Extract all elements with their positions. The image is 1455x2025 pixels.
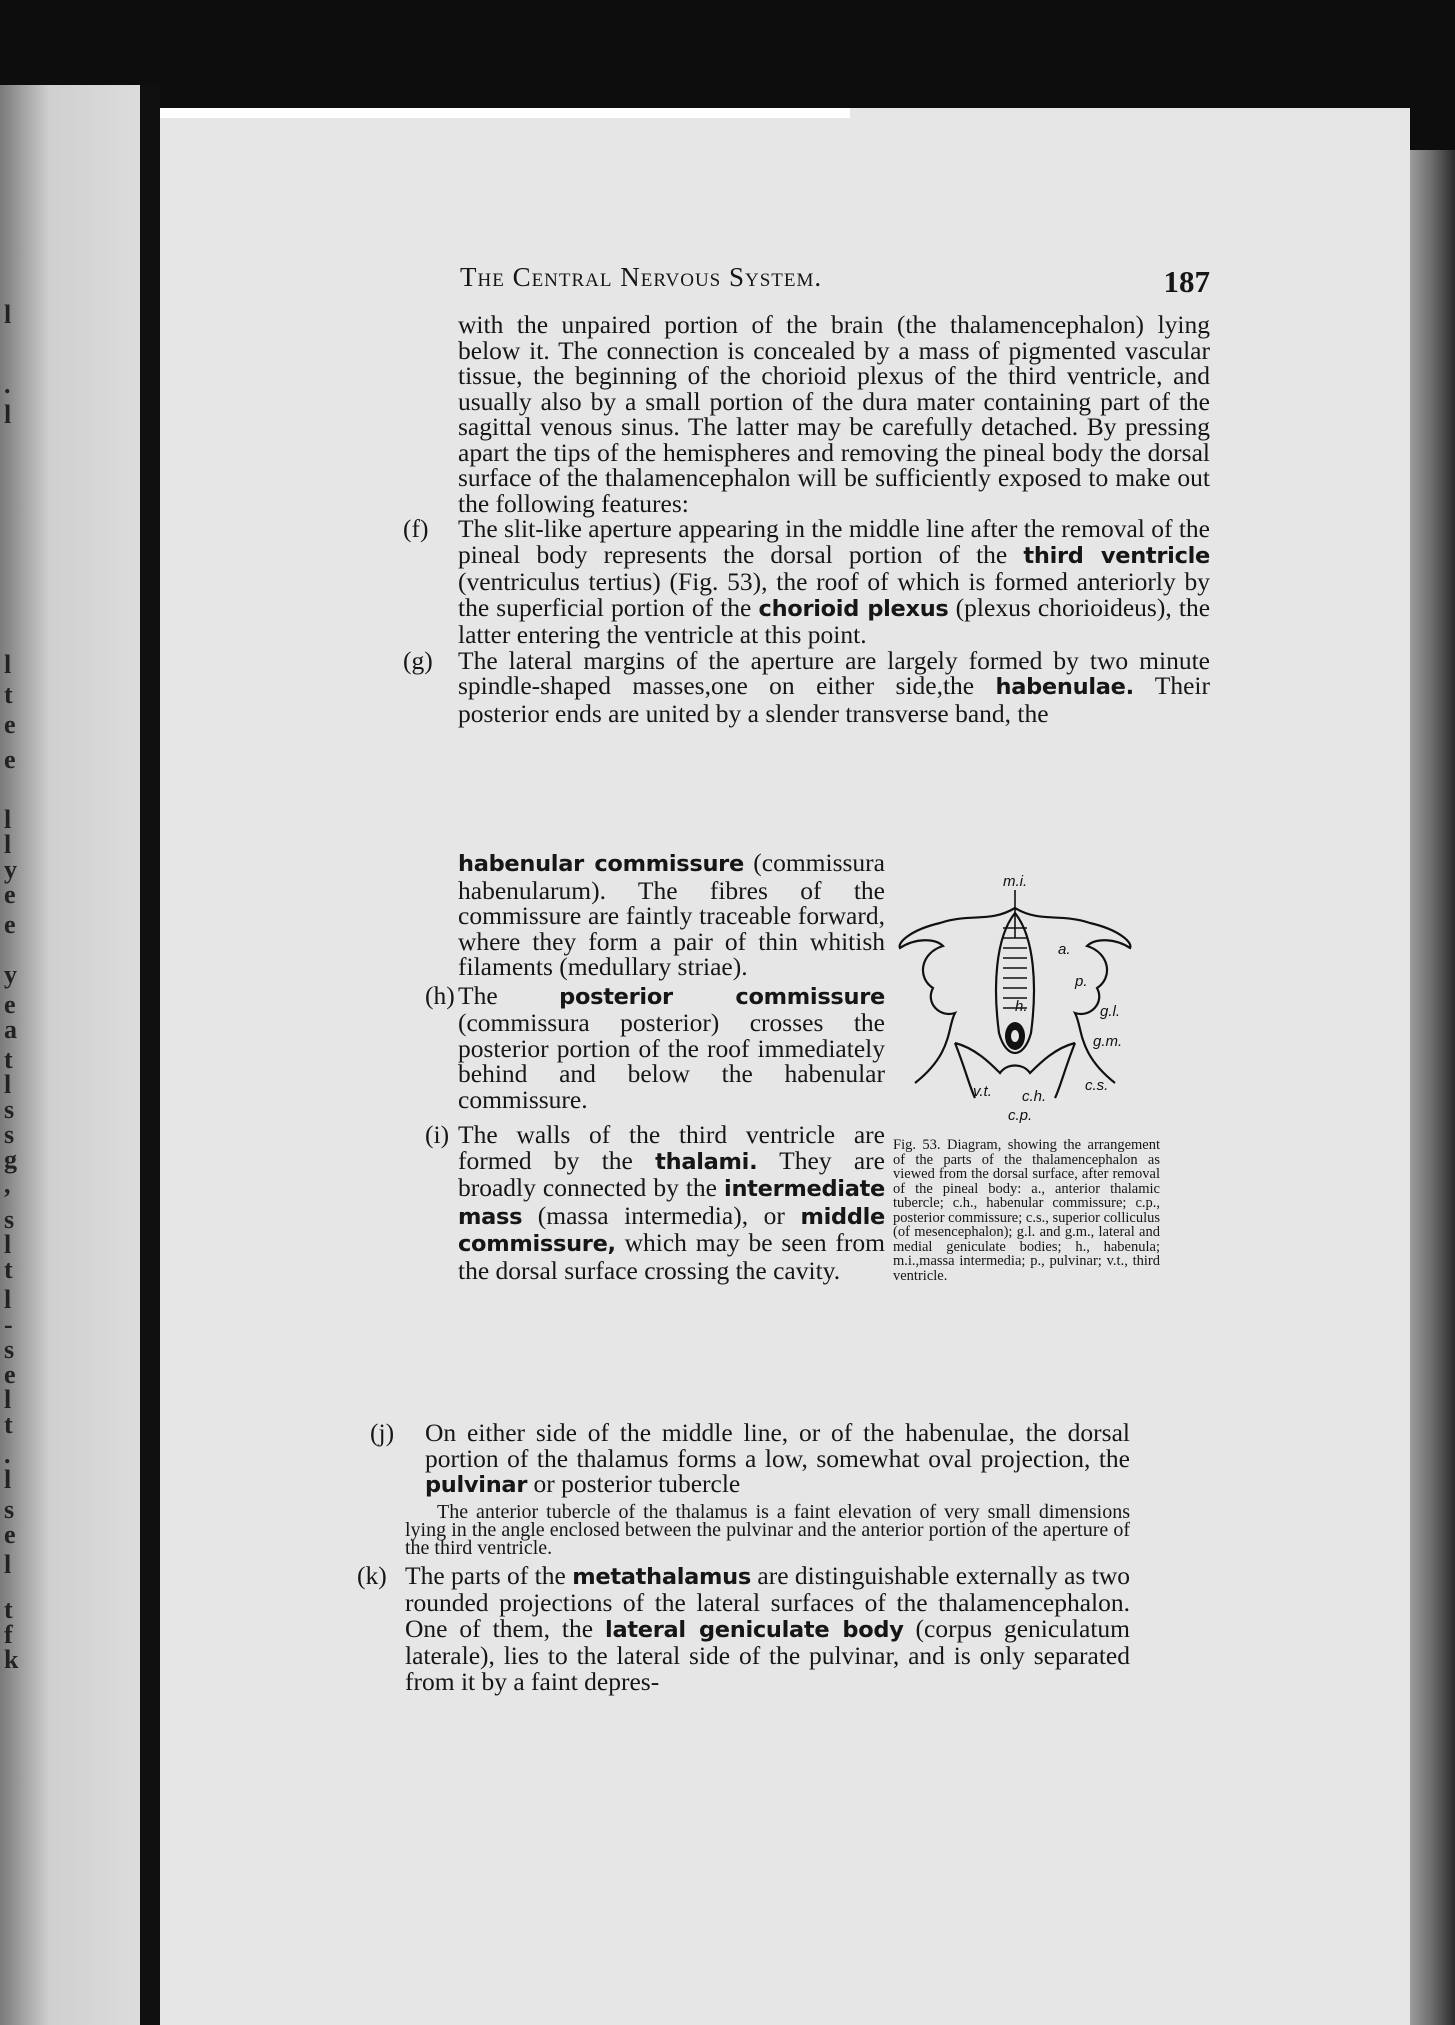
label-p: p. [1075, 973, 1088, 990]
facing-page-fragment: l [4, 1070, 12, 1099]
facing-page-fragment: . [4, 1440, 11, 1469]
facing-page-fragment: t [4, 1045, 13, 1074]
small-print-note: The anterior tubercle of the thalamus is a faint elevation of very small dimensions lying in the angle enclosed between the pulvinar and the anterior portion of the aperture of the third ventricle. [405, 1500, 1130, 1559]
main-text-narrow [425, 850, 885, 1283]
facing-page-fragment: e [4, 990, 16, 1019]
item-k-text-3: (corpus geniculatum laterale), lies to the lateral side of the pulvinar, and is only separated from it by a faint depres- [405, 1613, 1130, 1696]
item-k [357, 1560, 1130, 1696]
figure-53-caption: Fig. 53. Diagram, showing the arrangement of the parts of the thalamencephalon as viewed from the dorsal surface, after removal of the pineal body: a., anterior thalamic tubercle; c.h., habenular commissure; c.p., posterior commissure; c.s., superior colliculus (of mesencephalon); g.l. and g.m., lateral and medial geniculate bodies; h., habenula; m.i.,massa intermedia; p., pulvinar; v.t., third ventricle. [893, 1137, 1160, 1284]
item-k-marker: (k) [357, 1560, 387, 1590]
item-f [403, 514, 1211, 649]
item-j-text-2: or posterior tubercle [527, 1469, 741, 1498]
item-f-text-1: The slit-like aperture appearing in the middle line after the removal of the pineal body represents the dorsal portion of the [458, 514, 1210, 569]
facing-page [0, 85, 140, 2025]
item-i-text-3: (massa intermedia), or [522, 1200, 801, 1230]
item-h-text-1: The [458, 980, 560, 1010]
facing-page-fragment: s [4, 1495, 15, 1524]
facing-page-fragment: y [4, 855, 17, 884]
facing-page-fragment: , [4, 1170, 11, 1199]
item-f-marker: (f) [403, 514, 429, 543]
item-j-marker: (j) [370, 1418, 395, 1447]
facing-page-fragment: l [4, 300, 12, 329]
term-middle-commissure: middle commissure, [458, 1203, 885, 1257]
item-i [425, 1122, 885, 1283]
facing-page-fragment: l [4, 1465, 12, 1494]
item-i-text-4: which may be seen from the dorsal surface crossing the cavity. [458, 1228, 885, 1285]
item-i-text-2: They are broadly connected by the [458, 1145, 885, 1202]
page-number: 187 [1163, 264, 1210, 299]
item-g-text-1: The lateral margins of the aperture are largely formed by two minute spindle-shaped masses,one on either side,the [458, 645, 1210, 700]
item-h [425, 980, 885, 1114]
term-third-ventricle: third ventricle [1023, 542, 1211, 569]
facing-page-fragment: s [4, 1120, 15, 1149]
facing-page-fragment: k [4, 1645, 19, 1674]
term-posterior-commissure: posterior commissure [559, 983, 885, 1010]
item-h-text-2: (commissura posterior) crosses the posterior portion of the roof immediately behind and below the habenular commissure. [458, 1008, 885, 1114]
main-text-lower [357, 1418, 1130, 1696]
facing-page-fragment: s [4, 1205, 15, 1234]
item-f-text-2: (ventriculus tertius) (Fig. 53), the roof of which is formed anteriorly by the superficial portion of the [458, 567, 1210, 622]
facing-page-fragment: e [4, 1520, 16, 1549]
facing-page-fragment: t [4, 1410, 13, 1439]
item-k-text-2: are distinguishable externally as two rounded projections of the lateral surfaces of the thalamencephalon. One of them, the [405, 1560, 1130, 1643]
facing-page-fragment: l [4, 1230, 12, 1259]
label-gm: g.m. [1093, 1033, 1123, 1050]
term-intermediate-mass: intermediate mass [458, 1176, 885, 1230]
page-stack-edge [1410, 150, 1455, 2025]
facing-page-fragment: s [4, 1335, 15, 1364]
item-f-text-3: (plexus chorioideus), the latter entering the ventricle at this point. [458, 592, 1211, 649]
facing-page-fragment: l [4, 1385, 12, 1414]
facing-page-fragment: l [4, 650, 12, 679]
facing-page-fragment: . [4, 370, 11, 399]
facing-page-fragment: l [4, 805, 12, 834]
facing-page-fragment: y [4, 960, 17, 989]
intro-paragraph: with the unpaired portion of the brain (the thalamencephalon) lying below it. The connection is concealed by a mass of pigmented vascular tissue, the beginning of the chorioid plexus of the third ventricle, and usually also by a small portion of the dura mater containing part of the sagittal venous sinus. The latter may be carefully detached. By pressing apart the tips of the hemispheres and removing the pineal body the dorsal surface of the thalamencephalon will be sufficiently exposed to make out the following features: [458, 310, 1210, 518]
page-header [460, 262, 1210, 306]
label-mi: m.i. [1003, 873, 1028, 890]
item-k-text-1: The parts of the [405, 1560, 573, 1590]
facing-page-fragment: t [4, 1595, 13, 1624]
term-chorioid-plexus: chorioid plexus [758, 595, 949, 622]
item-h-marker: (h) [425, 980, 455, 1010]
term-habenulae: habenulae. [995, 674, 1134, 700]
facing-page-fragment: l [4, 1550, 12, 1579]
term-pulvinar: pulvinar [425, 1472, 528, 1498]
running-title: The Central Nervous System. [460, 262, 823, 292]
facing-page-fragment: e [4, 1360, 16, 1389]
item-j-text-1: On either side of the middle line, or of the habenulae, the dorsal portion of the thalamus forms a low, somewhat oval projection, the [425, 1418, 1130, 1473]
label-vt: v.t. [973, 1083, 992, 1100]
term-thalami: thalami. [655, 1148, 758, 1175]
item-g-marker: (g) [403, 645, 433, 675]
term-metathalamus: metathalamus [572, 1563, 751, 1590]
facing-page-fragment: l [4, 1285, 12, 1314]
label-cp: c.p. [1008, 1107, 1033, 1123]
right-hemisphere-outline [1015, 908, 1130, 1083]
item-g-part-2 [425, 850, 885, 980]
label-ch: c.h. [1022, 1088, 1047, 1105]
label-cs: c.s. [1085, 1077, 1109, 1094]
facing-page-fragment: t [4, 680, 13, 709]
label-h: h. [1015, 998, 1028, 1015]
item-g-text-2: Their posterior ends are united by a slender transverse band, the [458, 671, 1210, 728]
item-j [370, 1418, 1130, 1499]
label-gl: g.l. [1100, 1003, 1121, 1020]
facing-page-fragment: a [4, 1015, 17, 1044]
main-text-upper [403, 310, 1211, 728]
item-i-marker: (i) [425, 1120, 450, 1149]
label-a: a. [1058, 941, 1071, 958]
facing-page-fragment: e [4, 910, 16, 939]
facing-page-fragment: g [4, 1145, 17, 1174]
facing-page-fragment: f [4, 1620, 13, 1649]
left-hemisphere-outline [900, 908, 1015, 1083]
facing-page-fragment: l [4, 400, 12, 429]
item-i-text-1: The walls of the third ventricle are formed by the [458, 1120, 885, 1175]
item-g-text-3: (commissura habenularum). The fibres of the commissure are faintly traceable forward, where they form a pair of thin whitish filaments (medullary striae). [458, 848, 885, 981]
book-gutter [140, 85, 160, 2025]
term-habenular-commissure: habenular commissure [458, 851, 744, 877]
facing-page-fragment: l [4, 830, 12, 859]
facing-page-fragment: - [4, 1310, 13, 1339]
page-top-edge [160, 108, 850, 118]
term-lateral-geniculate-body: lateral geniculate body [605, 1616, 904, 1643]
item-g-part-1 [403, 645, 1210, 728]
facing-page-fragment: s [4, 1095, 15, 1124]
facing-page-fragment: e [4, 745, 16, 774]
facing-page-fragment: e [4, 880, 16, 909]
facing-page-fragment: t [4, 1255, 13, 1284]
figure-53-diagram [895, 868, 1135, 1123]
facing-page-fragment: e [4, 710, 16, 739]
